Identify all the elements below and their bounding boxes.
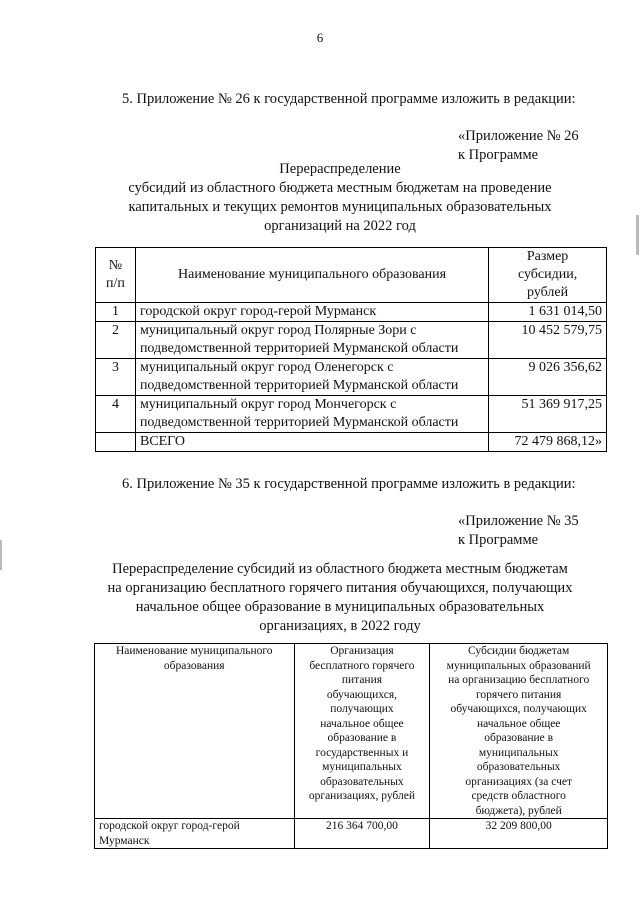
row-name (95, 819, 295, 849)
title-line: субсидий из областного бюджета местным бюджетам на проведение (128, 180, 552, 196)
header-subsidy-line: средств областного (471, 790, 566, 802)
header-organization-line: питания (341, 674, 383, 686)
row-name: городской округ город-герой Мурманск (135, 303, 488, 322)
appendix-ref-line: «Приложение № 26 (458, 128, 579, 144)
header-organization-line: бесплатного горячего (309, 659, 415, 672)
header-organization-line: получающих (330, 703, 394, 715)
table-row (95, 819, 608, 849)
row-name-line: муниципальный округ город Оленегорск с (139, 360, 394, 375)
row-name-line: подведомственной территорией Мурманской области (139, 378, 459, 393)
scan-edge-mark (0, 540, 2, 570)
title-line: на организацию бесплатного горячего питания обучающихся, получающих (107, 580, 573, 596)
total-num (96, 433, 136, 452)
title-line: капитальных и текущих ремонтов муниципальных образовательных (128, 199, 552, 215)
row-name (135, 322, 488, 359)
section5-instruction: 5. Приложение № 26 к государственной программе изложить в редакции: (122, 91, 576, 107)
header-num (96, 248, 136, 303)
appendix-ref-line: к Программе (458, 147, 539, 163)
total-amount: 72 479 868,12» (489, 433, 607, 452)
header-amount (489, 248, 607, 303)
header-subsidy-line: горячего питания (476, 688, 562, 701)
section6-title (40, 560, 640, 636)
row-name-line: подведомственной территорией Мурманской области (139, 341, 459, 356)
header-subsidy-line: образование в (484, 732, 554, 744)
table-header-row (95, 644, 608, 819)
table-total-row (96, 433, 607, 452)
table-row (96, 359, 607, 396)
section6-appendix-ref (458, 512, 579, 550)
header-name-line: образования (163, 659, 225, 672)
row-name-line: муниципальный округ город Полярные Зори с (139, 323, 417, 338)
header-organization-line: обучающихся, (326, 688, 397, 701)
header-num-line: п/п (106, 276, 125, 291)
row-organization: 216 364 700,00 (294, 819, 430, 849)
section6-instruction: 6. Приложение № 35 к государственной программе изложить в редакции: (122, 476, 576, 492)
header-organization (294, 644, 430, 819)
header-subsidy-line: на организацию бесплатного (448, 674, 590, 686)
row-num: 2 (96, 322, 136, 359)
header-organization-line: муниципальных (322, 761, 402, 773)
header-subsidy-line: муниципальных (478, 746, 559, 759)
page-number: 6 (316, 30, 324, 45)
header-subsidy (430, 644, 608, 819)
title-line: Перераспределение (279, 161, 401, 177)
table-row (96, 303, 607, 322)
appendix-ref-line: к Программе (458, 532, 539, 548)
row-name-line: муниципальный округ город Мончегорск с (139, 397, 397, 412)
row-name-line: Мурманск (99, 834, 150, 847)
header-subsidy-line: обучающихся, получающих (450, 703, 587, 715)
header-organization-line: Организация (330, 645, 394, 657)
row-name-line: подведомственной территорией Мурманской области (139, 415, 459, 430)
table-row (96, 396, 607, 433)
row-name-line: городской округ город-герой (99, 820, 240, 832)
table-header-row (96, 248, 607, 303)
row-amount: 51 369 917,25 (489, 396, 607, 433)
row-name (135, 359, 488, 396)
header-organization-line: образование в (327, 732, 397, 744)
header-name (95, 644, 295, 819)
header-subsidy-line: муниципальных образований (446, 659, 591, 672)
header-subsidy-line: Субсидии бюджетам (468, 645, 570, 657)
title-line: организациях, в 2022 году (259, 618, 421, 634)
row-name (135, 396, 488, 433)
header-organization-line: организациях, рублей (308, 790, 415, 802)
section6-table (94, 643, 608, 849)
title-line: организаций на 2022 год (264, 218, 416, 234)
table-row (96, 322, 607, 359)
appendix-ref-line: «Приложение № 35 (458, 513, 579, 529)
section5-table (95, 247, 607, 452)
row-num: 4 (96, 396, 136, 433)
header-organization-line: образовательных (320, 775, 404, 788)
row-subsidy: 32 209 800,00 (430, 819, 608, 849)
row-num: 3 (96, 359, 136, 396)
row-amount: 10 452 579,75 (489, 322, 607, 359)
title-line: начальное общее образование в муниципальных образовательных (135, 599, 545, 615)
total-label: ВСЕГО (135, 433, 488, 452)
header-subsidy-line: начальное общее (476, 717, 561, 730)
header-num-line: № (108, 258, 123, 273)
section5-title (60, 160, 620, 236)
header-organization-line: государственных и (315, 746, 409, 759)
row-num: 1 (96, 303, 136, 322)
scan-edge-mark (636, 215, 639, 255)
header-name: Наименование муниципального образования (135, 248, 488, 303)
header-organization-line: начальное общее (320, 717, 404, 730)
header-subsidy-line: образовательных (476, 761, 561, 773)
title-line: Перераспределение субсидий из областного бюджета местным бюджетам (112, 561, 568, 577)
header-amount-line: рублей (527, 285, 569, 300)
header-name-line: Наименование муниципального (115, 645, 273, 657)
row-amount: 9 026 356,62 (489, 359, 607, 396)
row-amount: 1 631 014,50 (489, 303, 607, 322)
header-subsidy-line: организациях (за счет (465, 775, 572, 788)
header-amount-line: Размер (526, 249, 569, 264)
header-subsidy-line: бюджета), рублей (475, 804, 562, 817)
header-amount-line: субсидии, (517, 267, 578, 282)
